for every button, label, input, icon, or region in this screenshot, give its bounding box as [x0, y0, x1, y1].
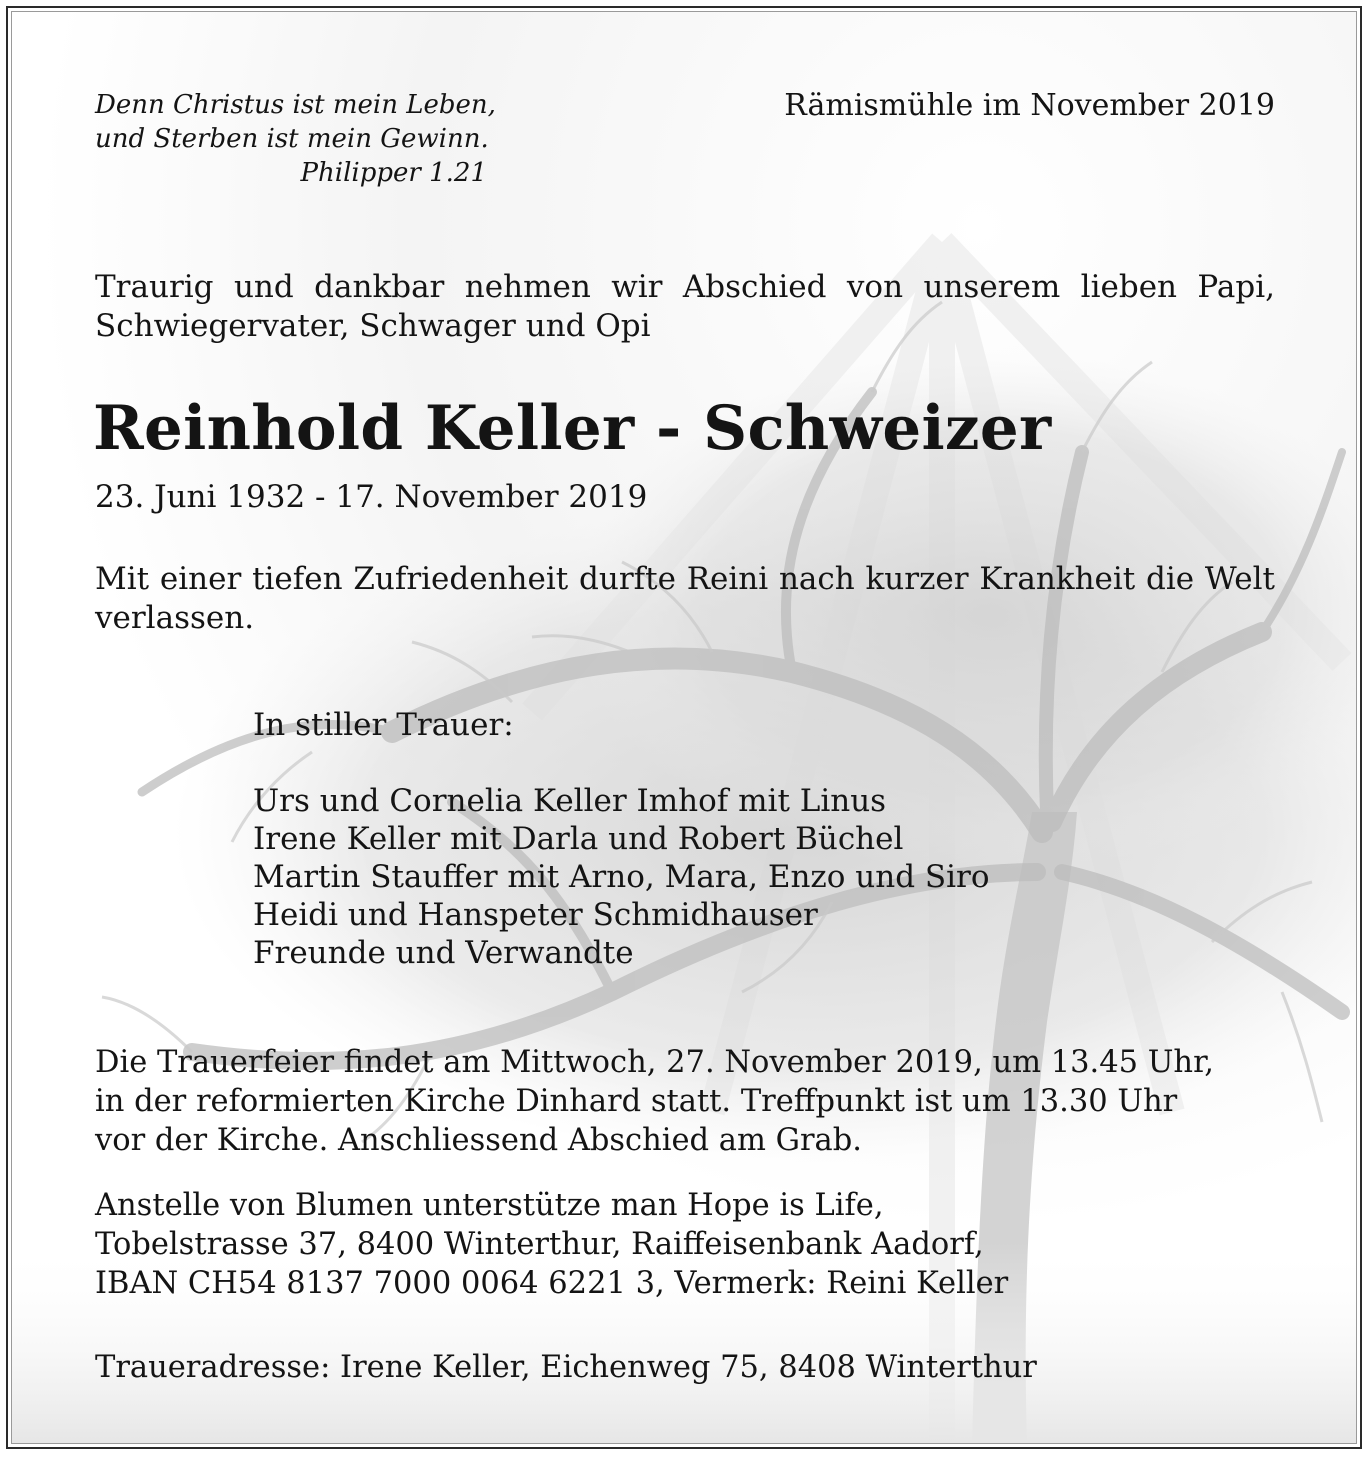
verse-line-1: Denn Christus ist mein Leben, — [95, 90, 496, 120]
funeral-service-info — [95, 1043, 1214, 1160]
donation-line: Tobelstrasse 37, 8400 Winterthur, Raiffeisenbank Aadorf, — [95, 1227, 984, 1262]
donation-line: Anstelle von Blumen unterstütze man Hope is Life, — [95, 1188, 884, 1223]
bible-verse — [95, 88, 495, 190]
mourners-heading: In stiller Trauer: — [253, 707, 514, 743]
mourner-name: Urs und Cornelia Keller Imhof mit Linus — [253, 783, 887, 819]
service-line: Die Trauerfeier findet am Mittwoch, 27. November 2019, um 13.45 Uhr, — [95, 1045, 1214, 1080]
mourners-block — [253, 706, 990, 972]
verse-line-2: und Sterben ist mein Gewinn. — [95, 124, 489, 154]
mourner-name: Heidi und Hanspeter Schmidhauser — [253, 897, 818, 933]
service-line: in der reformierten Kirche Dinhard statt. Treffpunkt ist um 13.30 Uhr — [95, 1084, 1178, 1119]
farewell-message: Mit einer tiefen Zufriedenheit durfte Reini nach kurzer Krankheit die Welt verlassen. — [95, 561, 1275, 636]
service-line: vor der Kirche. Anschliessend Abschied am Grab. — [95, 1123, 862, 1158]
donation-line: IBAN CH54 8137 7000 0064 6221 3, Vermerk: Reini Keller — [95, 1266, 1009, 1301]
place-and-date: Rämismühle im November 2019 — [784, 88, 1275, 123]
life-dates: 23. Juni 1932 - 17. November 2019 — [95, 479, 648, 515]
intro-text: Traurig und dankbar nehmen wir Abschied von unserem lieben Papi, Schwiegervater, Schwager und Opi — [95, 269, 1275, 344]
mourner-name: Freunde und Verwandte — [253, 935, 634, 971]
deceased-name: Reinhold Keller - Schweizer — [93, 393, 1052, 464]
donation-info — [95, 1186, 1008, 1303]
verse-reference: Philipper 1.21 — [300, 158, 487, 188]
mourner-name: Martin Stauffer mit Arno, Mara, Enzo und Siro — [253, 859, 990, 895]
mourner-name: Irene Keller mit Darla und Robert Büchel — [253, 821, 904, 857]
mourning-address: Traueradresse: Irene Keller, Eichenweg 75, 8408 Winterthur — [95, 1350, 1037, 1385]
